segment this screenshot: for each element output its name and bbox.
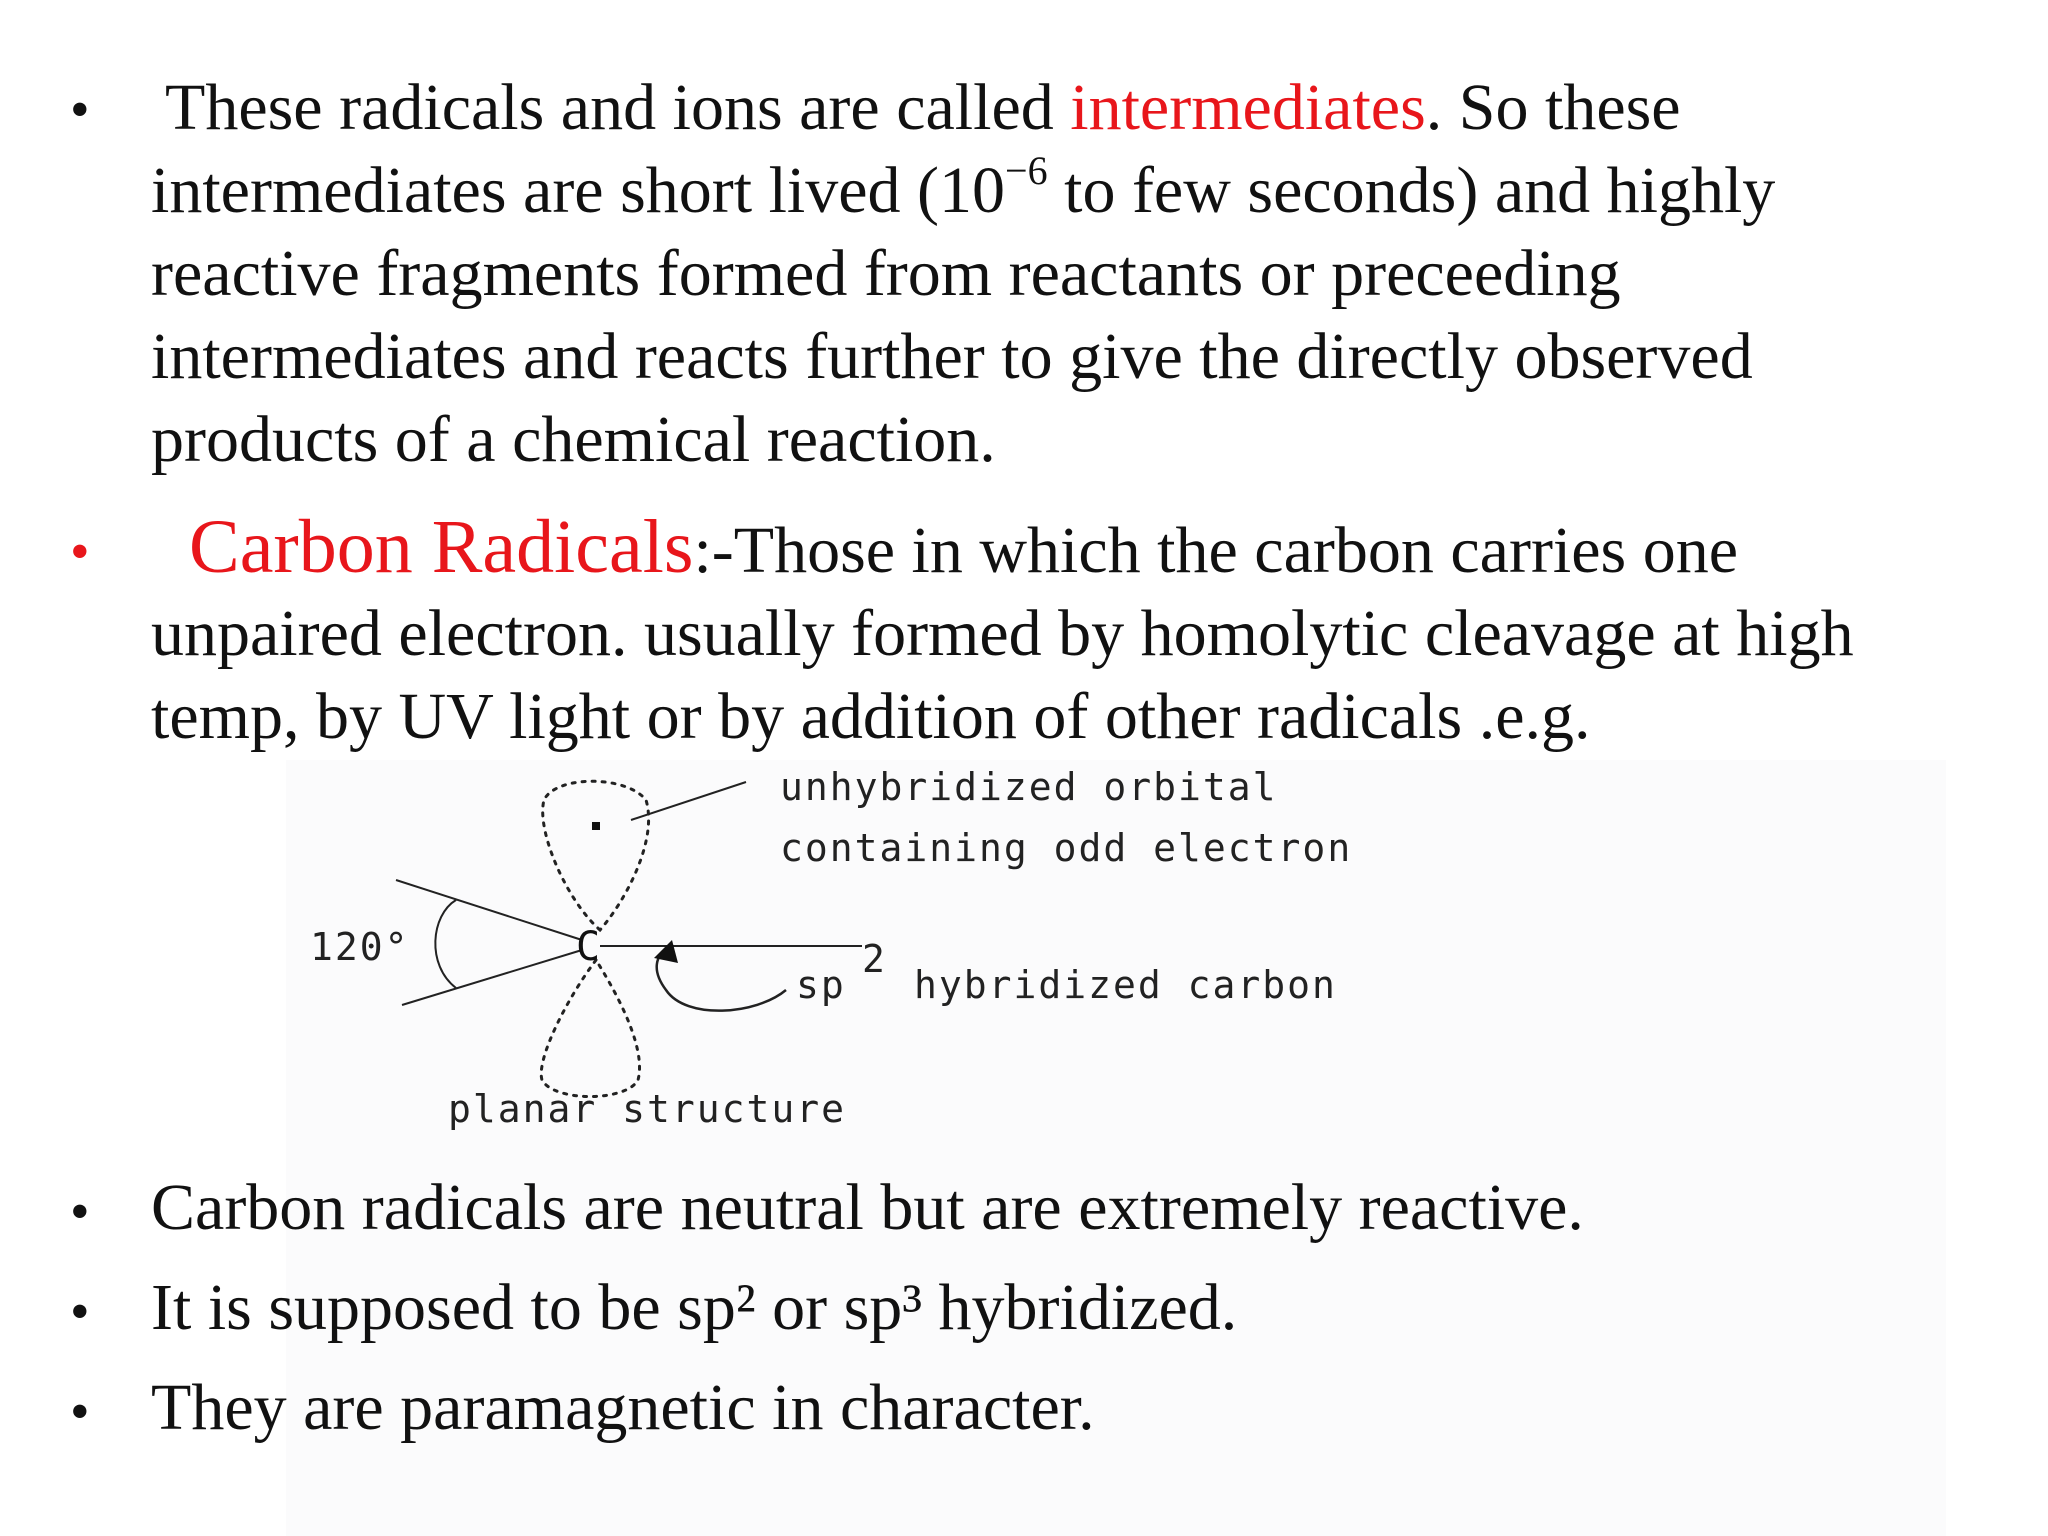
bullet-1-part1: These radicals and ions are called <box>165 71 1071 144</box>
bullet-2-body: :-Those in which the carbon carries one unpaired electron. usually formed by homolytic cleavage at high temp, by UV light or by addition of other radicals .e.g. <box>151 514 1854 753</box>
bullet-2-text <box>151 506 1951 758</box>
lower-orbital-lobe <box>541 960 639 1097</box>
bullet-3-text: Carbon radicals are neutral but are extremely reactive. <box>151 1171 1584 1244</box>
bullet-1-part2: . So these intermediates are short lived (10 <box>151 71 1681 227</box>
exponent: −6 <box>1005 148 1048 193</box>
carbon-radicals-heading: Carbon Radicals <box>189 505 694 589</box>
label-unhybridized-orbital: unhybridized orbital <box>780 765 1278 809</box>
intermediates-highlight: intermediates <box>1070 71 1426 144</box>
bullet-1-part3: to few seconds) and highly reactive fragments formed from reactants or preceeding intermediates and reacts further to give the directly observed products of a chemical reaction. <box>151 154 1776 476</box>
label-hybridized-carbon: hybridized carbon <box>914 963 1337 1007</box>
bullet-5-text: They are paramagnetic in character. <box>151 1371 1095 1444</box>
carbon-radical-diagram <box>286 760 1486 1160</box>
label-sp: sp <box>796 963 846 1007</box>
bullet-1-text <box>151 66 1951 481</box>
odd-electron-dot <box>592 822 600 830</box>
label-sp-exponent: 2 <box>862 937 887 981</box>
bullet-4-text: It is supposed to be sp² or sp³ hybridized. <box>151 1271 1238 1344</box>
bullet-dot-4: • <box>70 1281 90 1343</box>
angle-arc <box>435 900 456 988</box>
bond-lower-left <box>402 950 582 1005</box>
label-containing-odd-electron: containing odd electron <box>780 826 1353 870</box>
carbon-atom-symbol: C <box>576 924 601 970</box>
bullet-dot-3: • <box>70 1181 90 1243</box>
bond-upper-left <box>396 880 582 940</box>
label-angle-120: 120° <box>310 925 410 969</box>
label-planar-structure: planar structure <box>448 1087 847 1131</box>
orbital-leader-line <box>631 782 746 820</box>
upper-orbital-lobe <box>543 781 649 930</box>
bullet-dot-1: • <box>70 79 90 141</box>
bullet-dot-5: • <box>70 1381 90 1443</box>
bullet-dot-2: • <box>70 521 90 583</box>
